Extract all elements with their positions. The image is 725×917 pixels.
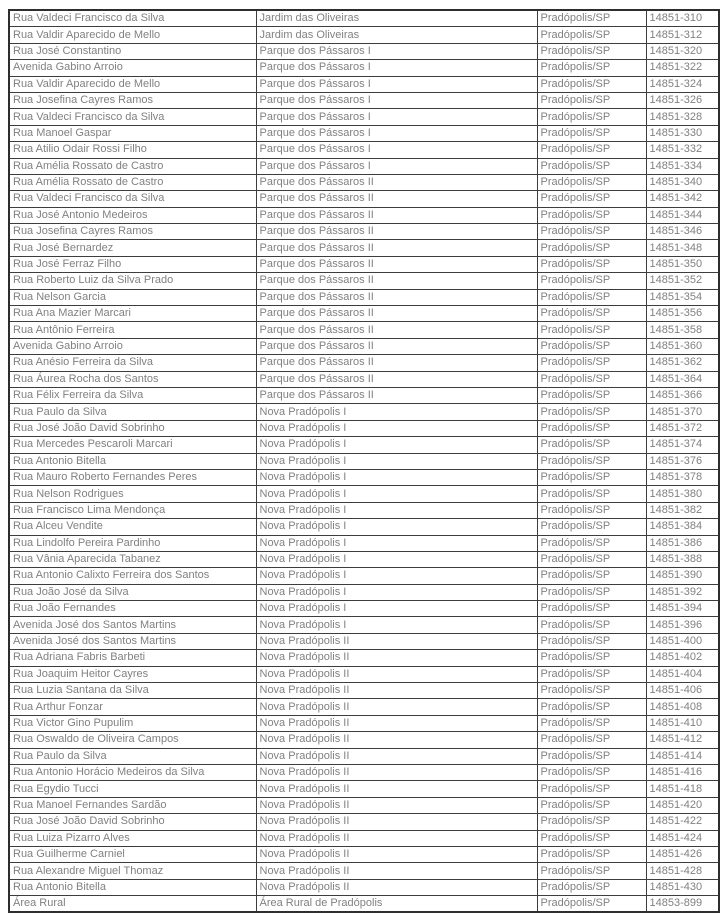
neighborhood-cell: Nova Pradópolis I <box>256 469 537 485</box>
city-state-cell: Pradópolis/SP <box>537 764 646 780</box>
neighborhood-cell: Parque dos Pássaros II <box>256 289 537 305</box>
street-cell: Rua Guilherme Carniel <box>9 846 256 862</box>
street-cell: Rua Antonio Calixto Ferreira dos Santos <box>9 568 256 584</box>
street-cell: Rua Valdir Aparecido de Mello <box>9 27 256 43</box>
city-state-cell: Pradópolis/SP <box>537 273 646 289</box>
city-state-cell: Pradópolis/SP <box>537 781 646 797</box>
city-state-cell: Pradópolis/SP <box>537 666 646 682</box>
cep-cell: 14851-408 <box>646 699 719 715</box>
table-row <box>9 191 719 207</box>
neighborhood-cell: Nova Pradópolis I <box>256 568 537 584</box>
city-state-cell: Pradópolis/SP <box>537 830 646 846</box>
street-cell: Rua Mercedes Pescaroli Marcari <box>9 437 256 453</box>
neighborhood-cell: Jardim das Oliveiras <box>256 10 537 27</box>
city-state-cell: Pradópolis/SP <box>537 486 646 502</box>
street-cell: Avenida José dos Santos Martins <box>9 633 256 649</box>
table-row <box>9 355 719 371</box>
neighborhood-cell: Parque dos Pássaros I <box>256 76 537 92</box>
neighborhood-cell: Nova Pradópolis II <box>256 633 537 649</box>
neighborhood-cell: Parque dos Pássaros II <box>256 306 537 322</box>
city-state-cell: Pradópolis/SP <box>537 846 646 862</box>
city-state-cell: Pradópolis/SP <box>537 420 646 436</box>
table-row <box>9 797 719 813</box>
street-cell: Rua Antonio Bitella <box>9 453 256 469</box>
city-state-cell: Pradópolis/SP <box>537 814 646 830</box>
city-state-cell: Pradópolis/SP <box>537 879 646 895</box>
cep-cell: 14851-406 <box>646 683 719 699</box>
table-row <box>9 846 719 862</box>
street-cell: Rua Nelson Garcia <box>9 289 256 305</box>
cep-cell: 14851-330 <box>646 125 719 141</box>
neighborhood-cell: Parque dos Pássaros I <box>256 43 537 59</box>
table-row <box>9 748 719 764</box>
cep-table-body <box>9 10 719 912</box>
city-state-cell: Pradópolis/SP <box>537 551 646 567</box>
cep-cell: 14851-362 <box>646 355 719 371</box>
table-row <box>9 43 719 59</box>
city-state-cell: Pradópolis/SP <box>537 60 646 76</box>
neighborhood-cell: Nova Pradópolis I <box>256 502 537 518</box>
cep-cell: 14851-420 <box>646 797 719 813</box>
street-cell: Rua José João David Sobrinho <box>9 420 256 436</box>
cep-cell: 14851-360 <box>646 338 719 354</box>
neighborhood-cell: Parque dos Pássaros II <box>256 174 537 190</box>
street-cell: Rua Ana Mazier Marcari <box>9 306 256 322</box>
neighborhood-cell: Parque dos Pássaros I <box>256 92 537 108</box>
city-state-cell: Pradópolis/SP <box>537 699 646 715</box>
street-cell: Rua Manoel Gaspar <box>9 125 256 141</box>
cep-cell: 14851-374 <box>646 437 719 453</box>
neighborhood-cell: Parque dos Pássaros II <box>256 224 537 240</box>
neighborhood-cell: Parque dos Pássaros I <box>256 158 537 174</box>
city-state-cell: Pradópolis/SP <box>537 387 646 403</box>
neighborhood-cell: Nova Pradópolis II <box>256 732 537 748</box>
city-state-cell: Pradópolis/SP <box>537 240 646 256</box>
city-state-cell: Pradópolis/SP <box>537 863 646 879</box>
table-row <box>9 174 719 190</box>
table-row <box>9 404 719 420</box>
cep-cell: 14851-366 <box>646 387 719 403</box>
cep-cell: 14851-400 <box>646 633 719 649</box>
cep-cell: 14851-428 <box>646 863 719 879</box>
neighborhood-cell: Parque dos Pássaros II <box>256 338 537 354</box>
table-row <box>9 256 719 272</box>
neighborhood-cell: Parque dos Pássaros II <box>256 322 537 338</box>
city-state-cell: Pradópolis/SP <box>537 617 646 633</box>
neighborhood-cell: Nova Pradópolis II <box>256 715 537 731</box>
neighborhood-cell: Nova Pradópolis II <box>256 830 537 846</box>
cep-cell: 14851-344 <box>646 207 719 223</box>
neighborhood-cell: Parque dos Pássaros II <box>256 387 537 403</box>
street-cell: Rua Roberto Luiz da Silva Prado <box>9 273 256 289</box>
neighborhood-cell: Parque dos Pássaros II <box>256 273 537 289</box>
cep-cell: 14851-370 <box>646 404 719 420</box>
table-row <box>9 273 719 289</box>
city-state-cell: Pradópolis/SP <box>537 92 646 108</box>
street-cell: Rua Egydio Tucci <box>9 781 256 797</box>
table-row <box>9 453 719 469</box>
street-cell: Rua Valdir Aparecido de Mello <box>9 76 256 92</box>
cep-cell: 14851-394 <box>646 601 719 617</box>
table-row <box>9 224 719 240</box>
neighborhood-cell: Nova Pradópolis II <box>256 748 537 764</box>
street-cell: Rua Valdeci Francisco da Silva <box>9 10 256 27</box>
city-state-cell: Pradópolis/SP <box>537 224 646 240</box>
cep-cell: 14851-430 <box>646 879 719 895</box>
street-cell: Rua José Bernardez <box>9 240 256 256</box>
table-row <box>9 896 719 913</box>
cep-cell: 14851-364 <box>646 371 719 387</box>
neighborhood-cell: Nova Pradópolis II <box>256 666 537 682</box>
cep-cell: 14851-392 <box>646 584 719 600</box>
table-row <box>9 879 719 895</box>
neighborhood-cell: Jardim das Oliveiras <box>256 27 537 43</box>
cep-cell: 14851-358 <box>646 322 719 338</box>
city-state-cell: Pradópolis/SP <box>537 158 646 174</box>
table-row <box>9 584 719 600</box>
cep-cell: 14851-320 <box>646 43 719 59</box>
city-state-cell: Pradópolis/SP <box>537 125 646 141</box>
street-cell: Área Rural <box>9 896 256 913</box>
street-cell: Rua Áurea Rocha dos Santos <box>9 371 256 387</box>
table-row <box>9 715 719 731</box>
cep-cell: 14851-328 <box>646 109 719 125</box>
table-row <box>9 207 719 223</box>
street-cell: Rua Adriana Fabris Barbeti <box>9 650 256 666</box>
neighborhood-cell: Parque dos Pássaros II <box>256 256 537 272</box>
cep-cell: 14851-426 <box>646 846 719 862</box>
cep-cell: 14851-378 <box>646 469 719 485</box>
table-row <box>9 568 719 584</box>
street-cell: Rua Luzia Santana da Silva <box>9 683 256 699</box>
cep-cell: 14851-388 <box>646 551 719 567</box>
street-cell: Rua Nelson Rodrigues <box>9 486 256 502</box>
cep-cell: 14851-322 <box>646 60 719 76</box>
cep-cell: 14851-418 <box>646 781 719 797</box>
table-row <box>9 60 719 76</box>
city-state-cell: Pradópolis/SP <box>537 43 646 59</box>
table-row <box>9 486 719 502</box>
street-cell: Rua Manoel Fernandes Sardão <box>9 797 256 813</box>
cep-cell: 14851-384 <box>646 519 719 535</box>
city-state-cell: Pradópolis/SP <box>537 535 646 551</box>
city-state-cell: Pradópolis/SP <box>537 322 646 338</box>
table-row <box>9 289 719 305</box>
neighborhood-cell: Nova Pradópolis I <box>256 453 537 469</box>
cep-cell: 14851-332 <box>646 142 719 158</box>
city-state-cell: Pradópolis/SP <box>537 355 646 371</box>
table-row <box>9 92 719 108</box>
table-row <box>9 830 719 846</box>
table-row <box>9 469 719 485</box>
street-cell: Rua Oswaldo de Oliveira Campos <box>9 732 256 748</box>
street-cell: Rua Josefina Cayres Ramos <box>9 224 256 240</box>
table-row <box>9 322 719 338</box>
cep-cell: 14851-396 <box>646 617 719 633</box>
table-row <box>9 338 719 354</box>
table-row <box>9 306 719 322</box>
city-state-cell: Pradópolis/SP <box>537 109 646 125</box>
city-state-cell: Pradópolis/SP <box>537 10 646 27</box>
city-state-cell: Pradópolis/SP <box>537 715 646 731</box>
street-cell: Avenida Gabino Arroio <box>9 60 256 76</box>
street-cell: Rua Félix Ferreira da Silva <box>9 387 256 403</box>
cep-cell: 14851-412 <box>646 732 719 748</box>
cep-cell: 14851-372 <box>646 420 719 436</box>
city-state-cell: Pradópolis/SP <box>537 584 646 600</box>
cep-cell: 14851-376 <box>646 453 719 469</box>
street-cell: Rua José Constantino <box>9 43 256 59</box>
neighborhood-cell: Nova Pradópolis II <box>256 650 537 666</box>
table-row <box>9 240 719 256</box>
city-state-cell: Pradópolis/SP <box>537 453 646 469</box>
neighborhood-cell: Nova Pradópolis I <box>256 404 537 420</box>
city-state-cell: Pradópolis/SP <box>537 633 646 649</box>
neighborhood-cell: Parque dos Pássaros I <box>256 125 537 141</box>
city-state-cell: Pradópolis/SP <box>537 650 646 666</box>
cep-cell: 14851-414 <box>646 748 719 764</box>
street-cell: Avenida Gabino Arroio <box>9 338 256 354</box>
table-row <box>9 371 719 387</box>
neighborhood-cell: Nova Pradópolis I <box>256 420 537 436</box>
street-cell: Rua Luiza Pizarro Alves <box>9 830 256 846</box>
city-state-cell: Pradópolis/SP <box>537 748 646 764</box>
city-state-cell: Pradópolis/SP <box>537 519 646 535</box>
table-row <box>9 158 719 174</box>
street-cell: Rua Valdeci Francisco da Silva <box>9 191 256 207</box>
street-cell: Avenida José dos Santos Martins <box>9 617 256 633</box>
cep-cell: 14851-410 <box>646 715 719 731</box>
neighborhood-cell: Parque dos Pássaros II <box>256 240 537 256</box>
neighborhood-cell: Nova Pradópolis II <box>256 863 537 879</box>
street-cell: Rua Mauro Roberto Fernandes Peres <box>9 469 256 485</box>
cep-cell: 14851-386 <box>646 535 719 551</box>
city-state-cell: Pradópolis/SP <box>537 289 646 305</box>
cep-cell: 14851-390 <box>646 568 719 584</box>
cep-cell: 14851-312 <box>646 27 719 43</box>
cep-cell: 14851-334 <box>646 158 719 174</box>
neighborhood-cell: Nova Pradópolis I <box>256 486 537 502</box>
cep-cell: 14851-324 <box>646 76 719 92</box>
table-row <box>9 10 719 27</box>
table-row <box>9 125 719 141</box>
neighborhood-cell: Parque dos Pássaros I <box>256 109 537 125</box>
neighborhood-cell: Nova Pradópolis II <box>256 781 537 797</box>
city-state-cell: Pradópolis/SP <box>537 568 646 584</box>
cep-cell: 14851-352 <box>646 273 719 289</box>
table-row <box>9 601 719 617</box>
cep-cell: 14851-350 <box>646 256 719 272</box>
neighborhood-cell: Nova Pradópolis II <box>256 699 537 715</box>
cep-cell: 14851-380 <box>646 486 719 502</box>
cep-cell: 14851-326 <box>646 92 719 108</box>
street-cell: Rua Vânia Aparecida Tabanez <box>9 551 256 567</box>
neighborhood-cell: Nova Pradópolis II <box>256 683 537 699</box>
neighborhood-cell: Parque dos Pássaros II <box>256 207 537 223</box>
cep-cell: 14851-310 <box>646 10 719 27</box>
street-cell: Rua João Fernandes <box>9 601 256 617</box>
street-cell: Rua Joaquim Heitor Cayres <box>9 666 256 682</box>
table-row <box>9 519 719 535</box>
table-row <box>9 732 719 748</box>
table-row <box>9 142 719 158</box>
neighborhood-cell: Nova Pradópolis I <box>256 584 537 600</box>
table-row <box>9 666 719 682</box>
cep-cell: 14851-382 <box>646 502 719 518</box>
city-state-cell: Pradópolis/SP <box>537 404 646 420</box>
cep-cell: 14851-342 <box>646 191 719 207</box>
table-row <box>9 76 719 92</box>
table-row <box>9 650 719 666</box>
street-cell: Rua Lindolfo Pereira Pardinho <box>9 535 256 551</box>
neighborhood-cell: Parque dos Pássaros II <box>256 191 537 207</box>
neighborhood-cell: Nova Pradópolis II <box>256 797 537 813</box>
city-state-cell: Pradópolis/SP <box>537 437 646 453</box>
neighborhood-cell: Parque dos Pássaros II <box>256 355 537 371</box>
table-row <box>9 109 719 125</box>
street-cell: Rua Francisco Lima Mendonça <box>9 502 256 518</box>
street-cell: Rua Josefina Cayres Ramos <box>9 92 256 108</box>
cep-cell: 14851-348 <box>646 240 719 256</box>
city-state-cell: Pradópolis/SP <box>537 306 646 322</box>
cep-table <box>8 9 720 913</box>
neighborhood-cell: Nova Pradópolis II <box>256 846 537 862</box>
cep-cell: 14851-422 <box>646 814 719 830</box>
city-state-cell: Pradópolis/SP <box>537 601 646 617</box>
table-row <box>9 387 719 403</box>
street-cell: Rua Victor Gino Pupulim <box>9 715 256 731</box>
street-cell: Rua Antonio Horácio Medeiros da Silva <box>9 764 256 780</box>
street-cell: Rua João José da Silva <box>9 584 256 600</box>
city-state-cell: Pradópolis/SP <box>537 371 646 387</box>
table-row <box>9 420 719 436</box>
table-row <box>9 633 719 649</box>
street-cell: Rua José Ferraz Filho <box>9 256 256 272</box>
table-row <box>9 502 719 518</box>
cep-cell: 14853-899 <box>646 896 719 913</box>
table-row <box>9 535 719 551</box>
city-state-cell: Pradópolis/SP <box>537 207 646 223</box>
city-state-cell: Pradópolis/SP <box>537 469 646 485</box>
city-state-cell: Pradópolis/SP <box>537 191 646 207</box>
street-cell: Rua Paulo da Silva <box>9 404 256 420</box>
neighborhood-cell: Parque dos Pássaros I <box>256 60 537 76</box>
street-cell: Rua Antonio Bitella <box>9 879 256 895</box>
neighborhood-cell: Nova Pradópolis I <box>256 617 537 633</box>
city-state-cell: Pradópolis/SP <box>537 174 646 190</box>
neighborhood-cell: Nova Pradópolis I <box>256 519 537 535</box>
street-cell: Rua Amélia Rossato de Castro <box>9 158 256 174</box>
city-state-cell: Pradópolis/SP <box>537 896 646 913</box>
neighborhood-cell: Nova Pradópolis I <box>256 551 537 567</box>
table-row <box>9 764 719 780</box>
city-state-cell: Pradópolis/SP <box>537 76 646 92</box>
neighborhood-cell: Área Rural de Pradópolis <box>256 896 537 913</box>
city-state-cell: Pradópolis/SP <box>537 27 646 43</box>
table-row <box>9 781 719 797</box>
street-cell: Rua Alexandre Miguel Thomaz <box>9 863 256 879</box>
city-state-cell: Pradópolis/SP <box>537 338 646 354</box>
city-state-cell: Pradópolis/SP <box>537 683 646 699</box>
cep-cell: 14851-356 <box>646 306 719 322</box>
neighborhood-cell: Nova Pradópolis II <box>256 814 537 830</box>
neighborhood-cell: Nova Pradópolis I <box>256 535 537 551</box>
table-row <box>9 27 719 43</box>
cep-cell: 14851-416 <box>646 764 719 780</box>
cep-cell: 14851-340 <box>646 174 719 190</box>
table-row <box>9 551 719 567</box>
table-row <box>9 814 719 830</box>
city-state-cell: Pradópolis/SP <box>537 142 646 158</box>
table-row <box>9 863 719 879</box>
neighborhood-cell: Parque dos Pássaros I <box>256 142 537 158</box>
table-row <box>9 437 719 453</box>
street-cell: Rua Alceu Vendite <box>9 519 256 535</box>
street-cell: Rua Arthur Fonzar <box>9 699 256 715</box>
table-row <box>9 617 719 633</box>
city-state-cell: Pradópolis/SP <box>537 732 646 748</box>
street-cell: Rua José João David Sobrinho <box>9 814 256 830</box>
neighborhood-cell: Nova Pradópolis II <box>256 764 537 780</box>
table-row <box>9 683 719 699</box>
street-cell: Rua Atilio Odair Rossi Filho <box>9 142 256 158</box>
street-cell: Rua Anésio Ferreira da Silva <box>9 355 256 371</box>
neighborhood-cell: Nova Pradópolis I <box>256 601 537 617</box>
neighborhood-cell: Parque dos Pássaros II <box>256 371 537 387</box>
street-cell: Rua José Antonio Medeiros <box>9 207 256 223</box>
city-state-cell: Pradópolis/SP <box>537 502 646 518</box>
street-cell: Rua Amélia Rossato de Castro <box>9 174 256 190</box>
cep-cell: 14851-354 <box>646 289 719 305</box>
cep-cell: 14851-346 <box>646 224 719 240</box>
city-state-cell: Pradópolis/SP <box>537 256 646 272</box>
cep-cell: 14851-402 <box>646 650 719 666</box>
cep-cell: 14851-404 <box>646 666 719 682</box>
neighborhood-cell: Nova Pradópolis I <box>256 437 537 453</box>
street-cell: Rua Antônio Ferreira <box>9 322 256 338</box>
street-cell: Rua Paulo da Silva <box>9 748 256 764</box>
cep-cell: 14851-424 <box>646 830 719 846</box>
table-row <box>9 699 719 715</box>
city-state-cell: Pradópolis/SP <box>537 797 646 813</box>
street-cell: Rua Valdeci Francisco da Silva <box>9 109 256 125</box>
neighborhood-cell: Nova Pradópolis II <box>256 879 537 895</box>
